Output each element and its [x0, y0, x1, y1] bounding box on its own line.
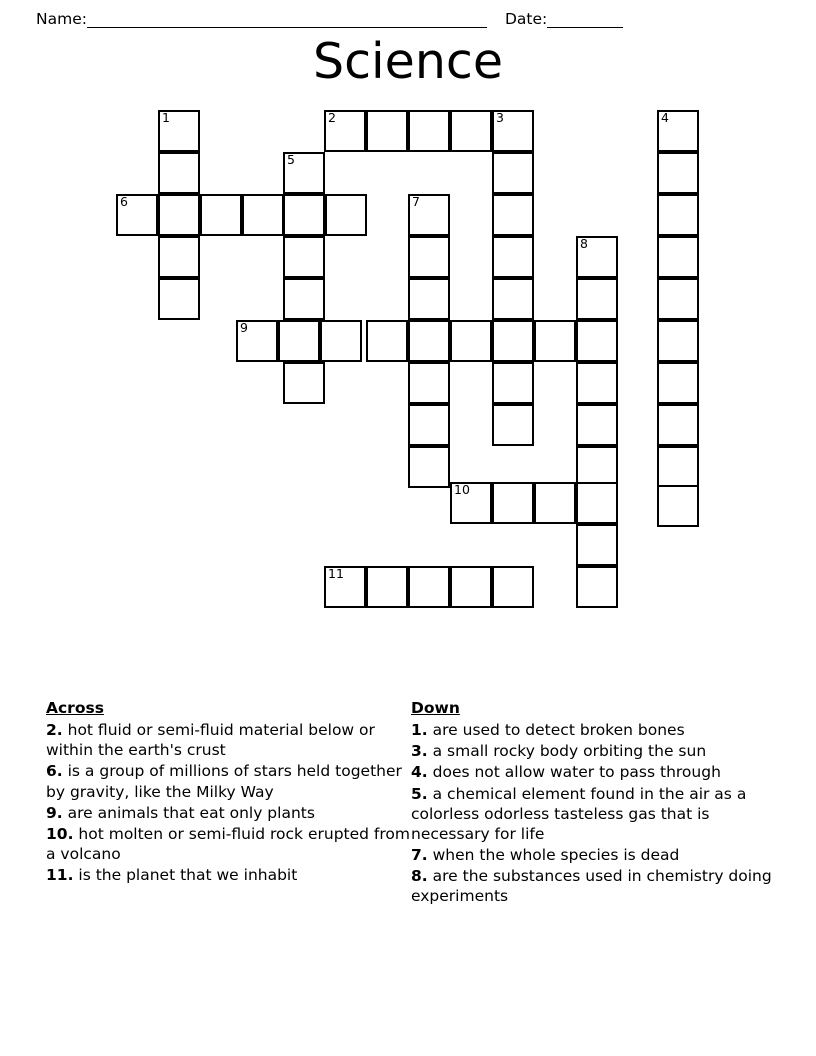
crossword-cell[interactable] — [657, 404, 699, 446]
crossword-cell[interactable] — [408, 362, 450, 404]
cell-number: 8 — [580, 236, 588, 251]
clue-text: hot fluid or semi-fluid material below or within the earth's crust — [46, 721, 375, 760]
clue-number: 3. — [411, 742, 428, 761]
cell-number: 1 — [162, 110, 170, 125]
crossword-cell[interactable] — [657, 278, 699, 320]
crossword-cell[interactable] — [657, 236, 699, 278]
clue-text: when the whole species is dead — [432, 845, 680, 864]
clue-text: hot molten or semi-fluid rock erupted from a volcano — [46, 824, 410, 863]
clue-number: 10. — [46, 824, 74, 843]
cell-number: 3 — [496, 110, 504, 125]
crossword-cell[interactable] — [657, 320, 699, 362]
clue-item — [411, 866, 776, 906]
crossword-cell[interactable] — [408, 404, 450, 446]
crossword-cell[interactable] — [320, 320, 362, 362]
crossword-cell[interactable] — [200, 194, 242, 236]
crossword-cell[interactable] — [450, 110, 492, 152]
clue-item — [46, 803, 411, 823]
cell-number: 11 — [328, 566, 344, 581]
crossword-cell[interactable] — [158, 278, 200, 320]
crossword-cell[interactable] — [242, 194, 284, 236]
clue-number: 7. — [411, 845, 428, 864]
crossword-cell[interactable] — [158, 152, 200, 194]
crossword-cell[interactable] — [450, 482, 492, 524]
clue-text: does not allow water to pass through — [432, 763, 721, 782]
crossword-cell[interactable] — [408, 236, 450, 278]
date-label: Date: — [504, 10, 548, 28]
crossword-cell[interactable] — [576, 278, 618, 320]
crossword-cell[interactable] — [576, 566, 618, 608]
crossword-cell[interactable] — [408, 566, 450, 608]
clue-number: 4. — [411, 763, 428, 782]
crossword-cell[interactable] — [492, 152, 534, 194]
crossword-cell[interactable] — [278, 320, 320, 362]
crossword-cell[interactable] — [325, 194, 367, 236]
clue-item — [411, 720, 776, 740]
crossword-cell[interactable] — [408, 110, 450, 152]
clue-text: a chemical element found in the air as a colorless odorless tasteless gas that is necessary for life — [411, 784, 747, 843]
crossword-cell[interactable] — [116, 194, 158, 236]
clue-number: 6. — [46, 762, 63, 781]
crossword-cell[interactable] — [576, 236, 618, 278]
crossword-cell[interactable] — [408, 278, 450, 320]
across-clues-column — [46, 698, 411, 886]
clue-text: are the substances used in chemistry doing experiments — [411, 867, 772, 906]
crossword-cell[interactable] — [534, 482, 576, 524]
across-heading: Across — [46, 699, 104, 717]
clue-number: 1. — [411, 721, 428, 740]
across-clue-list — [46, 720, 411, 885]
crossword-cell[interactable] — [492, 194, 534, 236]
clue-item — [411, 762, 776, 782]
crossword-cell[interactable] — [366, 566, 408, 608]
cell-number: 5 — [287, 152, 295, 167]
crossword-cell[interactable] — [492, 566, 534, 608]
crossword-cell[interactable] — [236, 320, 278, 362]
crossword-cell[interactable] — [657, 446, 699, 488]
crossword-cell[interactable] — [492, 404, 534, 446]
crossword-cell[interactable] — [324, 110, 366, 152]
clue-text: a small rocky body orbiting the sun — [432, 742, 707, 761]
clue-text: are animals that eat only plants — [67, 803, 315, 822]
clue-item — [411, 784, 776, 844]
down-clue-list — [411, 720, 776, 906]
clue-item — [46, 865, 411, 885]
clue-item — [46, 824, 411, 864]
clues-section — [0, 698, 816, 907]
crossword-cell[interactable] — [657, 152, 699, 194]
crossword-cell[interactable] — [408, 446, 450, 488]
crossword-cell[interactable] — [450, 320, 492, 362]
crossword-cell[interactable] — [657, 485, 699, 527]
down-heading: Down — [411, 699, 460, 717]
crossword-cell[interactable] — [576, 362, 618, 404]
cell-number: 6 — [120, 194, 128, 209]
crossword-cell[interactable] — [283, 194, 325, 236]
crossword-cell[interactable] — [283, 236, 325, 278]
cell-number: 10 — [454, 482, 470, 497]
page-title: Science — [313, 33, 503, 90]
crossword-cell[interactable] — [576, 524, 618, 566]
clue-item — [411, 741, 776, 761]
crossword-cell[interactable] — [408, 194, 450, 236]
crossword-cell[interactable] — [366, 320, 408, 362]
crossword-cell[interactable] — [408, 320, 450, 362]
crossword-cell[interactable] — [657, 194, 699, 236]
clue-item — [411, 845, 776, 865]
crossword-cell[interactable] — [492, 110, 534, 152]
cell-number: 9 — [240, 320, 248, 335]
cell-number: 2 — [328, 110, 336, 125]
cell-number: 4 — [661, 110, 669, 125]
crossword-cell[interactable] — [324, 566, 366, 608]
crossword-cell[interactable] — [576, 482, 618, 524]
crossword-cell[interactable] — [657, 362, 699, 404]
crossword-cell[interactable] — [283, 362, 325, 404]
crossword-cell[interactable] — [492, 482, 534, 524]
crossword-cell[interactable] — [283, 152, 325, 194]
crossword-cell[interactable] — [366, 110, 408, 152]
clue-number: 9. — [46, 803, 63, 822]
crossword-cell[interactable] — [492, 320, 534, 362]
name-label: Name: — [36, 10, 87, 28]
crossword-cell[interactable] — [534, 320, 576, 362]
clue-text: is a group of millions of stars held together by gravity, like the Milky Way — [46, 762, 402, 801]
down-clues-column — [411, 698, 776, 907]
clue-number: 2. — [46, 721, 63, 740]
crossword-cell[interactable] — [492, 236, 534, 278]
clue-item — [46, 761, 411, 801]
clue-number: 5. — [411, 784, 428, 803]
crossword-cell[interactable] — [158, 236, 200, 278]
crossword-cell[interactable] — [158, 194, 200, 236]
clue-item — [46, 720, 411, 760]
crossword-cell[interactable] — [657, 110, 699, 152]
crossword-cell[interactable] — [576, 404, 618, 446]
clue-text: is the planet that we inhabit — [78, 866, 298, 885]
crossword-cell[interactable] — [576, 320, 618, 362]
crossword-cell[interactable] — [283, 278, 325, 320]
crossword-cell[interactable] — [492, 362, 534, 404]
clue-text: are used to detect broken bones — [432, 721, 685, 740]
crossword-cell[interactable] — [158, 110, 200, 152]
crossword-cell[interactable] — [450, 566, 492, 608]
crossword-cell[interactable] — [492, 278, 534, 320]
cell-number: 7 — [412, 194, 420, 209]
clue-number: 8. — [411, 867, 428, 886]
clue-number: 11. — [46, 866, 74, 885]
